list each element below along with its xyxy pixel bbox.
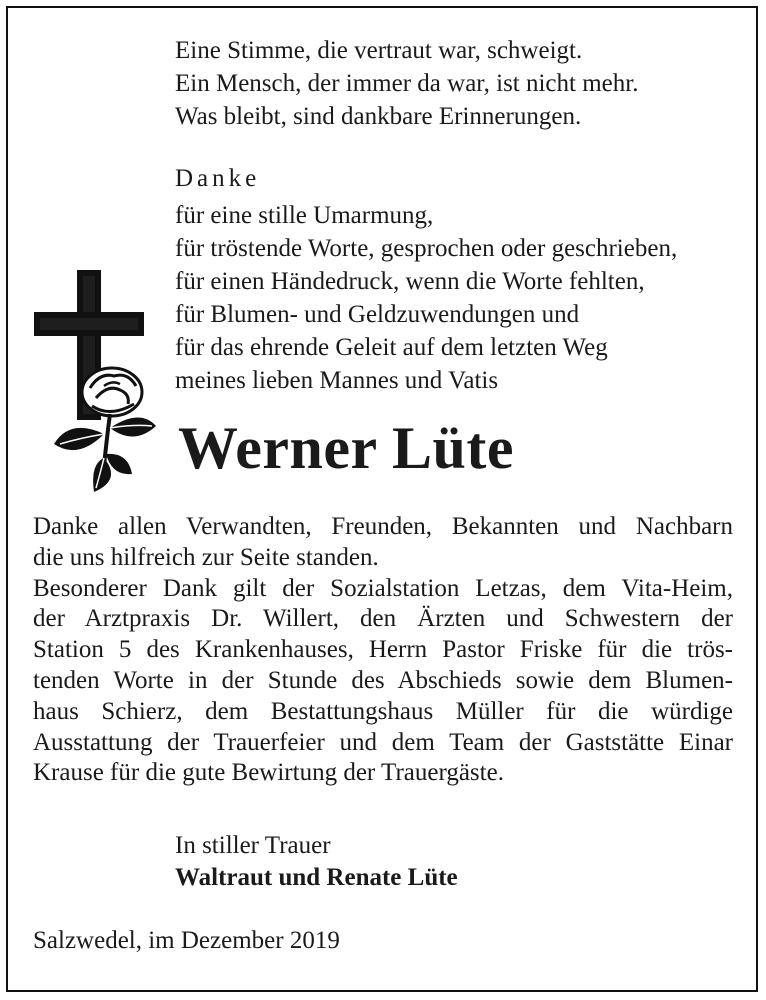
paragraph-line-4: der Arztpraxis Dr. Willert, den Ärzten und Schwestern der [33, 605, 733, 633]
paragraph-line-6: tenden Worte in der Stunde des Abschieds sowie dem Blumen- [33, 666, 733, 694]
paragraph-line-5: Station 5 des Krankenhauses, Herrn Pastor Friske für die trös- [33, 636, 733, 664]
poem-line-3: Was bleibt, sind dankbare Erinnerungen. [175, 103, 582, 130]
thanks-line-3: für einen Händedruck, wenn die Worte fehlten, [175, 268, 645, 295]
thanks-line-4: für Blumen- und Geldzuwendungen und [175, 301, 580, 328]
poem-line-1: Eine Stimme, die vertraut war, schweigt. [175, 37, 583, 64]
cross-with-rose-icon [30, 268, 160, 498]
paragraph-line-9: Krause für die gute Bewirtung der Trauergäste. [33, 759, 504, 787]
thanks-line-5: für das ehrende Geleit auf dem letzten Weg [175, 334, 608, 361]
mourning-intro: In stiller Trauer [175, 832, 331, 859]
paragraph-line-7: haus Schierz, dem Bestattungshaus Müller für die würdige [33, 697, 733, 725]
paragraph-line-3: Besonderer Dank gilt der Sozialstation Letzas, dem Vita-Heim, [33, 574, 733, 602]
thanks-line-1: für eine stille Umarmung, [175, 202, 434, 229]
deceased-name: Werner Lüte [178, 415, 514, 481]
thanks-line-2: für tröstende Worte, gesprochen oder geschrieben, [175, 235, 678, 262]
mourners-block [175, 830, 458, 894]
thanks-line-6: meines lieben Mannes und Vatis [175, 367, 499, 394]
place-date: Salzwedel, im Dezember 2019 [33, 927, 340, 954]
danke-heading: Danke [175, 165, 261, 192]
paragraph-line-2: die uns hilfreich zur Seite standen. [33, 543, 379, 571]
paragraph-line-8: Ausstattung der Trauerfeier und dem Team der Gaststätte Einar [33, 728, 733, 756]
mourner-names: Waltraut und Renate Lüte [175, 864, 458, 891]
thanks-paragraph [33, 512, 733, 789]
paragraph-line-1: Danke allen Verwandten, Freunden, Bekannten und Nachbarn [33, 513, 733, 540]
poem-line-2: Ein Mensch, der immer da war, ist nicht mehr. [175, 70, 639, 97]
